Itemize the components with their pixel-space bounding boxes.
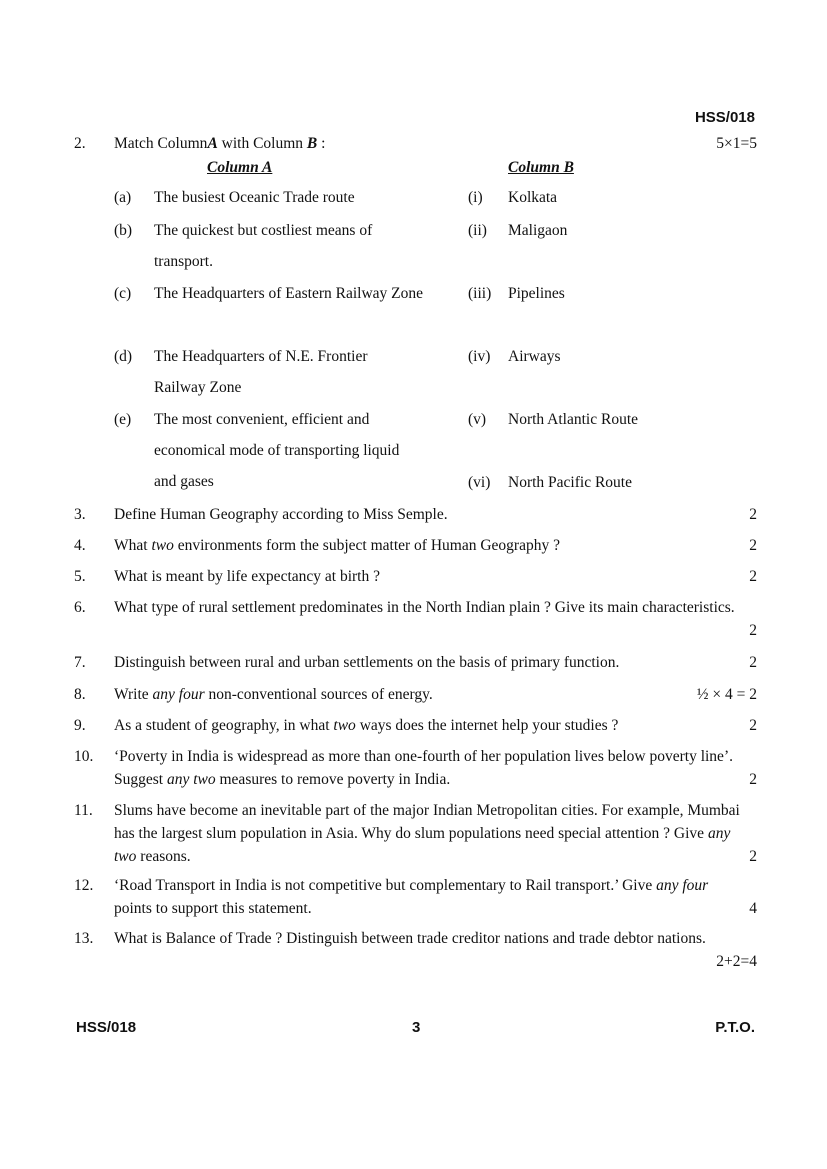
question-number: 12. (74, 877, 94, 894)
question-text: ‘Poverty in India is widespread as more than one-fourth of her population lives below poverty line’. Suggest any two measures to remove poverty in India. (114, 748, 733, 788)
question-7 (74, 651, 757, 674)
row-label: (e) (114, 411, 132, 428)
footer-paper-code: HSS/018 (76, 1019, 137, 1036)
question-number: 7. (74, 654, 86, 671)
question-number: 5. (74, 568, 86, 585)
row-roman-label: (i) (468, 189, 483, 206)
row-label: (d) (114, 348, 133, 365)
column-a-item: The Headquarters of Eastern Railway Zone (154, 285, 423, 302)
question-11 (74, 799, 757, 868)
question-number: 9. (74, 717, 86, 734)
column-b-item: Airways (508, 348, 561, 365)
row-label: (b) (114, 222, 133, 239)
question-marks: 4 (749, 900, 757, 917)
question-number: 11. (74, 802, 93, 819)
column-b-item: North Pacific Route (508, 474, 632, 491)
question-marks: ½ × 4 = 2 (696, 686, 757, 703)
question-number: 8. (74, 686, 86, 703)
row-roman-label: (iv) (468, 348, 491, 365)
column-a-heading: Column A (207, 159, 273, 176)
question-number: 13. (74, 930, 94, 947)
question-marks: 2 (749, 771, 757, 788)
question-10 (74, 745, 757, 791)
column-b-heading: Column B (508, 159, 574, 176)
question-marks: 2 (749, 622, 757, 639)
question-marks: 2+2=4 (716, 953, 757, 970)
question-number: 2. (74, 135, 86, 152)
column-b-item: Pipelines (508, 285, 565, 302)
question-text: What is meant by life expectancy at birth ? (114, 568, 380, 585)
column-a-item: The Headquarters of N.E. Frontier Railway Zone (154, 348, 368, 396)
question-marks: 2 (749, 654, 757, 671)
column-b-item: North Atlantic Route (508, 411, 639, 428)
question-12 (74, 874, 757, 920)
question-marks: 2 (749, 506, 757, 523)
column-a-item: The most convenient, efficient and economical mode of transporting liquid and gases (154, 411, 400, 490)
row-roman-label: (v) (468, 411, 487, 428)
column-a-item: The busiest Oceanic Trade route (154, 189, 355, 206)
question-text: What type of rural settlement predominates in the North Indian plain ? Give its main characteristics. (114, 599, 735, 616)
row-label: (a) (114, 189, 132, 206)
question-4 (74, 534, 757, 557)
column-b-item: Maligaon (508, 222, 568, 239)
pto-label: P.T.O. (715, 1019, 755, 1036)
question-text: What is Balance of Trade ? Distinguish between trade creditor nations and trade debtor nations. (114, 930, 706, 947)
question-number: 3. (74, 506, 86, 523)
column-a-item: The quickest but costliest means of transport. (154, 222, 373, 270)
question-8 (74, 683, 757, 706)
row-roman-label: (iii) (468, 285, 492, 302)
page-number: 3 (412, 1019, 421, 1036)
question-text: Match ColumnA with Column B : (114, 135, 326, 152)
question-text: Define Human Geography according to Miss Semple. (114, 506, 448, 523)
column-b-item: Kolkata (508, 189, 558, 206)
question-3 (74, 503, 757, 526)
row-roman-label: (vi) (468, 474, 491, 491)
question-marks: 2 (749, 568, 757, 585)
question-marks: 2 (749, 848, 757, 865)
question-number: 6. (74, 599, 86, 616)
question-number: 4. (74, 537, 86, 554)
question-text: Slums have become an inevitable part of the major Indian Metropolitan cities. For example, Mumbai has the largest slum population in Asia. Why do slum populations need special attention ? Give any two reasons. (114, 802, 740, 865)
question-marks: 5×1=5 (716, 135, 757, 152)
row-label: (c) (114, 285, 132, 302)
question-9 (74, 714, 757, 737)
paper-code-header: HSS/018 (694, 109, 755, 126)
question-marks: 2 (749, 537, 757, 554)
question-text: ‘Road Transport in India is not competitive but complementary to Rail transport.’ Give any four points to support this statement. (114, 877, 709, 917)
question-6 (74, 596, 757, 639)
question-text: What two environments form the subject matter of Human Geography ? (114, 537, 560, 554)
question-text: As a student of geography, in what two ways does the internet help your studies ? (114, 717, 619, 734)
question-13 (74, 927, 757, 973)
question-text: Distinguish between rural and urban settlements on the basis of primary function. (114, 654, 620, 671)
question-text: Write any four non-conventional sources of energy. (114, 686, 433, 703)
question-5 (74, 565, 757, 588)
question-marks: 2 (749, 717, 757, 734)
question-2 (74, 132, 757, 155)
row-roman-label: (ii) (468, 222, 487, 239)
question-number: 10. (74, 748, 94, 765)
